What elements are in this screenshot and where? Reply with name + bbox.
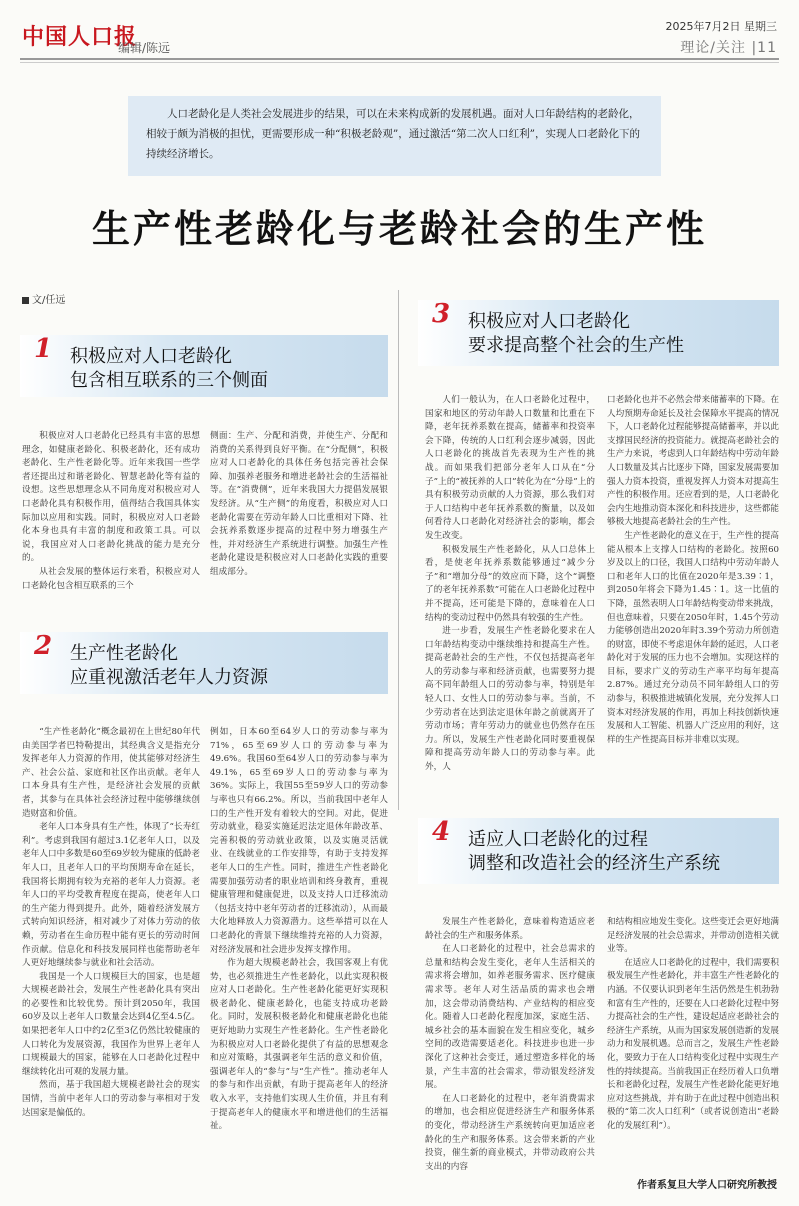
- page-section: 理论/关注 |11: [680, 40, 777, 56]
- section-4-heading-line2: 调整和改造社会的经济生产系统: [468, 853, 720, 874]
- section-1-number: 1: [34, 334, 53, 364]
- section-4-heading: [418, 818, 779, 884]
- paragraph: 从社会发展的整体运行来看，积极应对人口老龄化包含相互联系的三个: [22, 566, 200, 591]
- section-4-heading-line1: 适应人口老龄化的过程: [468, 829, 648, 850]
- author-affiliation: 作者系复旦大学人口研究所教授: [637, 1180, 777, 1191]
- paragraph: 积极发展生产性老龄化，从人口总体上看，是使老年抚养系数能够通过“减少分子”和“增加分母”的效应而下降，这个“调整了的老年抚养系数”可能在人口老龄化过程中并不提高，还可能是下降的，意味着在人口结构的变动过程中仍然具有较强的生产性。: [425, 544, 595, 623]
- header-rule-thin: [20, 62, 779, 63]
- section-3-col-a: [425, 394, 595, 775]
- paragraph: 作为超大规模老龄社会，我国客观上有优势，也必须推进生产性老龄化，以此实现积极应对人口老龄化。生产性老龄化能更好实现积极老龄化、健康老龄化，也能支持成功老龄化。同时，发展积极老龄化和健康老龄化也能更好地助力实现生产性老龄化。生产性老龄化为积极应对人口老龄化提供了有益的思想观念和应对策略，其强调老年生活的意义和价值，强调老年人的“参与”与“生产性”。推动老年人的参与和作出贡献，有助于提高老年人的经济收入水平，支持他们实现人生价值，并且有利于提高老年人的健康水平和增进他们的生活福祉。: [210, 958, 388, 1132]
- paragraph: 和结构相应地发生变化。这些变迁会更好地满足经济发展的社会总需求，并带动创造相关就业等。: [607, 917, 779, 955]
- section-4-col-a: [425, 916, 595, 1174]
- paragraph: 例如，日本60至64岁人口的劳动参与率为71%，65至69岁人口的劳动参与率为49.6%。我国60至64岁人口的劳动参与率为49.1%，65至69岁人口的劳动参与率为36%。实际上，我国55至59岁人口的劳动参与率也只有66.2%。所以，当前我国中老年人口的生产性开发有着较大的空间。对此，促进劳动就业，稳妥实施延迟法定退休年龄改革、完善积极的劳动就业政策，以及实施灵活就业、在线就业的工作安排等，有助于支持发挥老年人口的生产性。同时，推进生产性老龄化需要加强劳动者的职业培训和终身教育，重视健康管理和健康促进，以及支持人口迁移流动（包括支持中老年劳动者的迁移流动），从而最大化地释放人力资源潜力。这些举措可以在人口老龄化的背景下继续维持充裕的人力资源，对经济发展和社会进步发挥支撑作用。: [210, 727, 388, 955]
- newspaper-logo: 中国人口报: [22, 24, 138, 50]
- author-line: [22, 291, 65, 306]
- intro-summary: 人口老龄化是人类社会发展进步的结果，可以在未来构成新的发展机遇。面对人口年龄结构的老龄化，相较于颇为消极的担忧，更需要形成一种“积极老龄观”，通过激活“第二次人口红利”，实现人口老龄化下的持续经济增长。: [128, 96, 661, 176]
- section-2-col-a: [22, 726, 200, 1120]
- section-2-heading-line1: 生产性老龄化: [70, 643, 178, 664]
- section-1-heading-line2: 包含相互联系的三个侧面: [70, 370, 268, 391]
- paragraph: 然而，基于我国超大规模老龄社会的现实国情，当前中老年人口的劳动参与率相对于发达国家是偏低的。: [22, 1080, 200, 1118]
- section-3-heading-line1: 积极应对人口老龄化: [468, 311, 630, 332]
- section-2-heading-line2: 应重视激活老年人力资源: [70, 667, 268, 688]
- section-2-heading: [20, 632, 388, 694]
- paragraph: 发展生产性老龄化，意味着构造适应老龄社会的生产和服务体系。: [425, 917, 595, 941]
- section-4-number: 4: [432, 817, 451, 847]
- section-3-number: 3: [432, 299, 451, 329]
- section-1-heading: [20, 335, 388, 397]
- section-3-col-b: [607, 394, 779, 747]
- paragraph: 侧面：生产、分配和消费，并使生产、分配和消费的关系得到良好平衡。在“分配侧”，积极应对人口老龄化的具体任务包括完善社会保障、加强养老服务和增进老龄社会的生活福祉等。在“消费侧”，近年来我国大力提倡发展银发经济。从“生产侧”的角度看，积极应对人口老龄化需要在劳动年龄人口比重相对下降、社会抚养系数逐步提高的过程中努力增强生产性，并对经济生产系统进行调整。加强生产性老龄化建设是积极应对人口老龄化实践的重要组成部分。: [210, 431, 388, 577]
- paragraph: 口老龄化也并不必然会带来储蓄率的下降。在人均预期寿命延长及社会保障水平提高的情况下，人口老龄化过程能够提高储蓄率，并以此支撑国民经济的投资能力。就提高老龄社会的生产力来说，考虑到人口年龄结构中劳动年龄人口数量及其占比逐步下降，国家发展需要加强人力资本投资，重视发挥人力资本对提高生产性的积极作用。还应看到的是，人口老龄化会内生地推动资本深化和科技进步，这些都能够极大地提高老龄社会的生产性。: [607, 395, 779, 528]
- issue-date: 2025年7月2日 星期三: [665, 20, 777, 33]
- paragraph: 在适应人口老龄化的过程中，我们需要积极发展生产性老龄化，并丰富生产性老龄化的内涵。不仅要认识到老年生活仍然是生机勃勃和富有生产性的，还要在人口老龄化过程中努力提高社会的生产性，建设起适应老龄社会的经济生产系统，从而为国家发展创造新的发展动力和发展机遇。总而言之，发展生产性老龄化，要致力于在人口结构变化过程中实现生产性的持续提高。当前我国正在经历着人口负增长和老龄化过程，发展生产性老龄化能更好地应对这些挑战，并有助于在此过程中创造出积极的“第二次人口红利”（或者说创造出“老龄化的发展红利”）。: [607, 957, 779, 1131]
- section-2-number: 2: [34, 631, 53, 661]
- paragraph: 积极应对人口老龄化已经具有丰富的思想理念，如健康老龄化、积极老龄化，还有成功老龄化、生产性老龄化等。近年来我国一些学者还提出过和谐老龄化、智慧老龄化等有益的设想。这些思想理念从不同角度对积极应对人口老龄化具有积极作用，值得结合我国具体实际加以应用和实践。同时，积极应对人口老龄化本身也具有丰富的制度和政策工具。可以说，我国应对人口老龄化挑战的能力是充分的。: [22, 431, 200, 564]
- paragraph: 生产性老龄化的意义在于，生产性的提高能从根本上支撑人口结构的老龄化。按照60岁及以上的口径，我国人口结构中劳动年龄人口和老年人口的比值在2020年是3.39∶1，到2050年将会下降为1.45∶1。这一比值的下降，虽然表明人口年龄结构变动带来挑战，但也意味着，只要在2050年时，1.45个劳动力能够创造出2020年时3.39个劳动力所创造的财富，即使不考虑退休年龄的延迟，人口老龄化对于发展的压力也不会增加。实现这样的目标，要求广义的劳动生产率平均每年提高2.87%。通过充分动员不同年龄组人口的劳动参与，积极推进城镇化发展，充分发挥人口资本对经济发展的作用，再加上科技创新快速发展和人工智能、机器人广泛应用的利好，这样的生产性提高目标并非难以实现。: [607, 530, 779, 745]
- paragraph: 在人口老龄化的过程中，社会总需求的总量和结构会发生变化，老年人生活相关的需求将会增加，如养老服务需求、医疗健康需求等。老年人对生活品质的需求也会增加，这会带动消费结构、产业结构的相应变化。随着人口老龄化程度加深，家庭生活、城乡社会的基本面貌在发生相应变化，城乡空间的改造需要适老化。科技进步也进一步深化了这种社会变迁，通过塑造多样化的场景，产生丰富的社会需求，带动银发经济发展。: [425, 944, 595, 1091]
- author-name: 文/任远: [32, 295, 66, 306]
- paragraph: 老年人口本身具有生产性，体现了“长寿红利”。考虑到我国有超过3.1亿老年人口，以及老年人口中多数是60至69岁较为健康的低龄老年人口，且老年人口的平均预期寿命在延长，我国将长期拥有较为充裕的老年人力资源。老年人口的平均受教育程度在提高，使老年人口的生产能力得到提升。此外，随着经济发展方式转向知识经济，相对减少了对体力劳动的依赖，劳动者在生命历程中能有更长的劳动时间作贡献。信息化和科技发展同样也能帮助老年人更好地继续参与就业和社会活动。: [22, 822, 200, 969]
- author-marker: [22, 297, 29, 304]
- section-4-col-b: [607, 916, 779, 1134]
- section-1-heading-line1: 积极应对人口老龄化: [70, 346, 232, 367]
- header-rule: [20, 58, 779, 60]
- article-title: 生产性老龄化与老龄社会的生产性: [91, 206, 707, 251]
- paragraph: “生产性老龄化”概念最初在上世纪80年代由美国学者巴特勒提出，其经典含义是指充分发挥老年人力资源的作用，使其能够对经济生产、社会公益、家庭和社区作出贡献。老年人口本身具有生产性，是经济社会发展的贡献者，其参与在具体社会经济过程中能够继续创造财富和价值。: [22, 727, 200, 819]
- paragraph: 人们一般认为，在人口老龄化过程中，国家和地区的劳动年龄人口数量和比重在下降，老年抚养系数在提高，储蓄率和投资率会下降，传统的人口红利会逐步减弱，因此人口老龄化的挑战首先表现为生产性的挑战。而如果我们把部分老年人口从在“分子”上的“被抚养的人口”转化为在“分母”上的具有积极劳动贡献的人力资源，那么我们对于人口结构中老年抚养系数的衡量，以及如何看待人口老龄化对经济社会的影响，都会发生改变。: [425, 395, 595, 541]
- editor-credit: 编辑/陈远: [118, 41, 171, 55]
- paragraph: 我国是一个人口规模巨大的国家，也是超大规模老龄社会，发展生产性老龄化具有突出的必要性和比较优势。预计到2050年，我国60岁及以上老年人口数量会达到4亿至4.5亿。如果把老年人口中约2亿至3亿仍然比较健康的人口转化为发展资源，我国作为世界上老年人口规模最大的国家，能够在人口老龄化过程中继续转化出可观的发展力量。: [22, 971, 200, 1077]
- column-divider-top: [398, 290, 399, 810]
- section-2-col-b: [210, 726, 388, 1134]
- paragraph: 在人口老龄化的过程中，老年消费需求的增加，也会相应促进经济生产和服务体系的变化，带动经济生产系统转向更加适应老龄化的生产和服务体系。这会带来新的产业投资，催生新的商业模式，并带动政府公共支出的内容: [425, 1093, 595, 1172]
- section-3-heading-line2: 要求提高整个社会的生产性: [468, 335, 684, 356]
- section-1-col-b: [210, 430, 388, 580]
- section-1-col-a: [22, 430, 200, 593]
- section-3-heading: [418, 300, 779, 366]
- paragraph: 进一步看，发展生产性老龄化要求在人口年龄结构变动中继续维持和提高生产性。提高老龄社会的生产性，不仅包括提高老年人的劳动参与率和经济贡献，也需要努力提高不同年龄组人口的劳动参与率，特别是年轻人口、女性人口的劳动参与率。当前，不少劳动者在达到法定退休年龄之前就离开了劳动市场；青年劳动力的就业也仍然存在压力。所以，发展生产性老龄化同时要重视保障和提高劳动年龄人口的劳动参与率。此外，人: [425, 626, 595, 773]
